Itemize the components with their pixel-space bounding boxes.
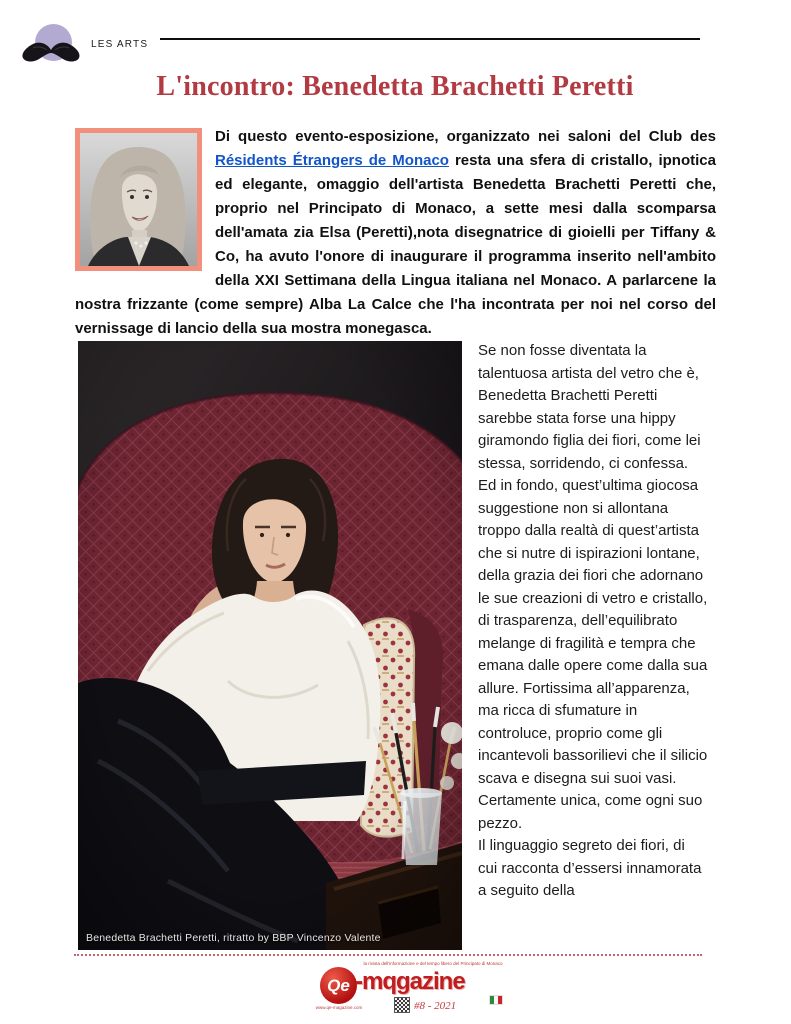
footer-dotted-rule bbox=[74, 954, 702, 956]
header-rule bbox=[160, 38, 700, 40]
portrait-photo-illustration bbox=[78, 341, 462, 950]
magazine-wordmark: -mqgazine bbox=[355, 968, 465, 995]
intro-text-after-link: resta una sfera di cristallo, ipnotica ed elegante, omaggio dell'artista Benedetta Brachetti Peretti che, proprio nel Principato di Monaco, a sette mesi dalla scomparsa dell'amata zia Elsa (Peretti),nota disegnatrice di gioielli per Tiffany & Co, ha avuto l'onore di inaugurare il programma inserito nell'ambito della XXI Settimana della Lingua italiana nel Monaco. A parlarcene la nostra frizzante (come sempre) Alba La Calce che l'ha incontrata per noi nel corso del vernissage di lancio della sua mostra monegasca. bbox=[75, 152, 716, 337]
qe-magazine-logo bbox=[308, 960, 518, 1018]
magazine-tagline: la rivista dell'informazione e del tempo libero del Principato di Monaco bbox=[363, 961, 503, 966]
residents-etrangers-link[interactable]: Résidents Étrangers de Monaco bbox=[215, 152, 449, 169]
main-photo bbox=[78, 341, 462, 950]
intro-section bbox=[75, 125, 716, 341]
article-paragraph-1: Se non fosse diventata la talentuosa artista del vetro che è, Benedetta Brachetti Peretti sarebbe stata forse una hippy giramondo figlia dei fiori, come lei stessa, sorridendo, ci confessa. Ed in fondo, quest’ultima giocosa suggestione non si allontana troppo dalla realtà di quest’artista che si nutre di ispirazioni lontane, della grazia dei fiori che adornano le sue creazioni di vetro e cristallo, di trasparenza, dell’equilibrato melange di fragilità e tempra che emana dalle opere come dalla sua allure. Fortissima all’apparenza, ma ricca di sfumature in controluce, proprio come gli incantevoli bassorilievi che il silicio scava e disegna sui suoi vasi. Certamente unica, come ogni suo pezzo. bbox=[478, 342, 708, 832]
qe-logo-circle-icon: Qe bbox=[320, 967, 357, 1004]
author-portrait bbox=[75, 128, 202, 271]
qr-code-icon bbox=[394, 997, 410, 1013]
mustache-icon bbox=[17, 40, 85, 66]
article-column bbox=[478, 340, 708, 903]
photo-caption: Benedetta Brachetti Peretti, ritratto by BBP Vincenzo Valente bbox=[86, 932, 381, 944]
author-portrait-image bbox=[80, 133, 197, 266]
les-arts-brand bbox=[25, 20, 205, 72]
section-label: LES ARTS bbox=[91, 39, 149, 50]
magazine-website: www.qe-magazine.com bbox=[315, 1005, 363, 1010]
intro-text-before-link: Di questo evento-esposizione, organizzato nei saloni del Club des bbox=[215, 128, 716, 145]
italy-flag-icon bbox=[490, 996, 502, 1004]
article-paragraph-2: Il linguaggio segreto dei fiori, di cui racconta d’essersi innamorata a seguito della bbox=[478, 837, 702, 899]
page-title: L'incontro: Benedetta Brachetti Peretti bbox=[156, 71, 634, 102]
issue-number: #8 - 2021 bbox=[414, 1000, 457, 1012]
